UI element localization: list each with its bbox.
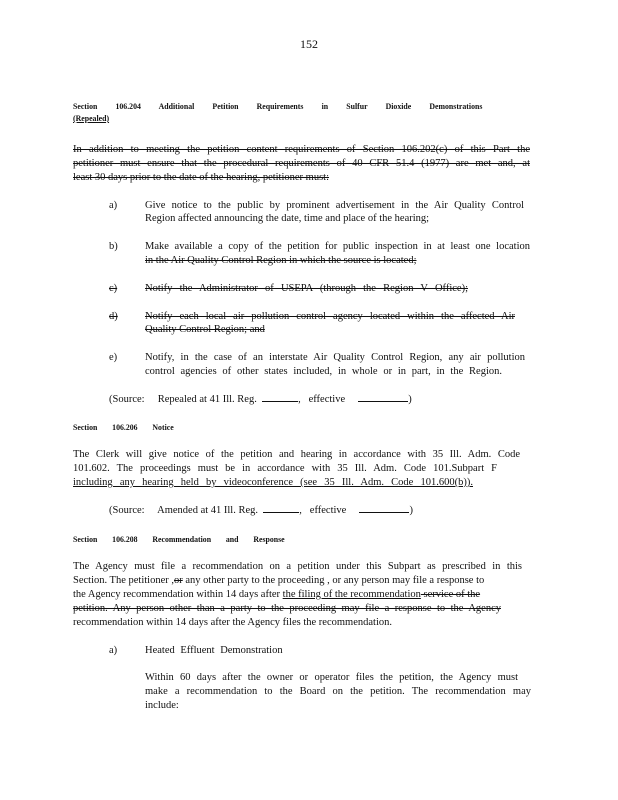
reg-blank: [262, 401, 298, 402]
section-106-208-line: [73, 574, 539, 587]
page-number: 152: [300, 37, 318, 51]
section-106-208-line: The Agency must file a recommendation on a petition under this Subpart as prescribed in this: [73, 561, 522, 572]
inserted-text: the filing of the recommendation: [282, 589, 421, 600]
section-106-204-intro-line: least 30 days prior to the date of the hearing, petitioner must:: [73, 172, 330, 183]
item-d-text: Quality Control Region; and: [145, 324, 265, 335]
effective-blank: [358, 401, 408, 402]
effective-blank: [359, 512, 409, 513]
section-106-204-heading: Section 106.204 Additional Petition Requirements in Sulfur Dioxide Demonstrations: [73, 101, 483, 111]
source-close: ): [408, 394, 412, 405]
section-106-208-line: [73, 588, 480, 601]
section-106-206-heading: Section 106.206 Notice: [73, 422, 174, 432]
text-run: Section. The petitioner ,: [73, 575, 174, 586]
reg-blank: [263, 512, 299, 513]
item-d-text: Notify each local air pollution control agency located within the affected Air: [145, 311, 515, 322]
section-106-204-intro-line: petitioner must ensure that the procedural requirements of 40 CFR 51.4 (1977) are met and, at: [73, 158, 530, 169]
source-effective: effective: [308, 394, 346, 405]
section-106-206-source: (Source: Amended at 41 Ill. Reg. , effective ): [109, 505, 413, 516]
section-106-208-line: recommendation within 14 days after the Agency files the recommendation.: [73, 617, 392, 628]
item-a-text: Give notice to the public by prominent advertisement in the Air Quality Control: [145, 200, 524, 211]
item-b-label: b): [109, 241, 118, 252]
section-106-204-source: (Source: Repealed at 41 Ill. Reg. , effective ): [109, 394, 412, 405]
section-106-206-line: 101.602. The proceedings must be in accordance with 35 Ill. Adm. Code 101.Subpart F: [73, 463, 497, 474]
section-106-208-line: petition. Any person other than a party to the proceeding may file a response to the Agency: [73, 603, 501, 614]
source-label: (Source:: [109, 505, 145, 516]
item-a-text: Region affected announcing the date, time and place of the hearing;: [145, 213, 430, 224]
subsection-a-line: make a recommendation to the Board on the petition. The recommendation may: [145, 686, 531, 697]
section-106-204-intro-line: In addition to meeting the petition content requirements of Section 106.202(c) of this Part the: [73, 144, 530, 155]
subsection-a-line: Within 60 days after the owner or operator files the petition, the Agency must: [145, 672, 518, 683]
item-e-text: control agencies of other states included, in whole or in part, in the Region.: [145, 366, 502, 377]
text-run: the Agency recommendation within 14 days after: [73, 589, 283, 600]
section-106-206-line: including any hearing held by videoconference (see 35 Ill. Adm. Code 101.600(b)).: [73, 477, 473, 488]
section-106-208-heading: Section 106.208 Recommendation and Response: [73, 534, 285, 544]
item-a-label: a): [109, 200, 118, 211]
struck-text: service of the: [420, 589, 481, 600]
subsection-a-label: a): [109, 645, 118, 656]
item-c-text: Notify the Administrator of USEPA (through the Region V Office);: [145, 283, 468, 294]
section-106-204-repealed: (Repealed): [73, 113, 110, 123]
subsection-a-line: include:: [145, 700, 179, 711]
item-e-text: Notify, in the case of an interstate Air Quality Control Region, any air pollution: [145, 352, 525, 363]
source-text: Repealed at 41 Ill. Reg.: [157, 394, 257, 405]
item-c-label: c): [109, 283, 118, 294]
item-b-text: Make available a copy of the petition for public inspection in at least one location: [145, 241, 530, 252]
subsection-a-title: Heated Effluent Demonstration: [145, 645, 283, 656]
item-e-label: e): [109, 352, 118, 363]
text-run: any other party to the proceeding , or any person may file a response to: [182, 575, 485, 586]
source-close: ): [409, 505, 413, 516]
source-text: Amended at 41 Ill. Reg.: [157, 505, 259, 516]
section-106-206-line: The Clerk will give notice of the petition and hearing in accordance with 35 Ill. Adm. Code: [73, 449, 520, 460]
item-b-text: in the Air Quality Control Region in which the source is located;: [145, 255, 417, 266]
source-effective: effective: [309, 505, 347, 516]
item-d-label: d): [109, 311, 118, 322]
source-label: (Source:: [109, 394, 145, 405]
struck-text: or: [174, 575, 183, 586]
